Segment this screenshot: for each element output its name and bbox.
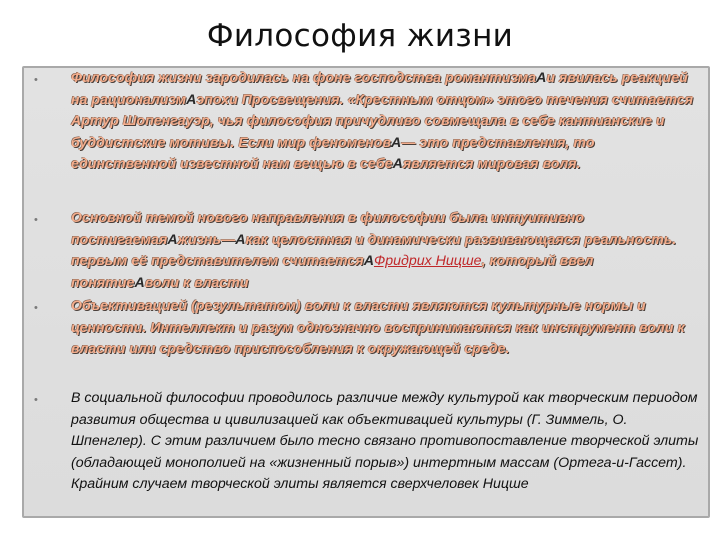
item-text: Объективацией (результатом) воли к власти являются культурные нормы и ценности. Интеллект и разум однозначно воспринимаются как инструмент воли к власти или средство приспособления к окружающей среде. xyxy=(71,298,685,358)
glyph-marker: A xyxy=(134,274,145,291)
person-name: Фридрих Ницше xyxy=(373,253,482,270)
bullet: • xyxy=(34,394,38,406)
glyph-marker: A xyxy=(392,156,403,173)
glyph-marker: A xyxy=(363,253,374,270)
text-segment: как целостная и динамически развивающаяся реальность. первым её представителем считается xyxy=(71,231,677,270)
text-segment: Философия жизни зародилась на фоне господства романтизма xyxy=(71,70,537,86)
text-segment: и явилась реакцией на рационализм xyxy=(71,70,688,108)
text-segment: эпохи Просвещения. «Крестным отцом» этого течения считается Артур Шопенгауэр, чья философия причудливо совмещала в себе кантианские и буддистские мотивы. Если мир феноменов xyxy=(71,91,694,151)
list-item xyxy=(24,388,710,496)
list-item xyxy=(24,208,710,294)
text-segment: Основной темой нового направления в философии была интуитивно постигаемая xyxy=(71,210,585,248)
content-panel xyxy=(22,66,710,518)
item-text xyxy=(71,208,702,294)
bullet: • xyxy=(34,302,38,314)
bullet: • xyxy=(34,74,38,86)
item-text: В социальной философии проводилось различие между культурой как творческим периодом развития общества и цивилизацией как объективацией культуры (Г. Зиммель, О. Шпенглер). С этим различием было тесно связано противопоставление творческой элиты (обладающей монополией на «жизненный порыв») интертным массам (Ортега-и-Гассет). Крайним случаем творческой элиты является сверхчеловек Ницше xyxy=(71,390,699,493)
text-segment: жизнь— xyxy=(177,231,236,248)
glyph-marker: A xyxy=(167,231,178,248)
text-segment: является мировая воля. xyxy=(402,156,581,173)
text-segment: — это представления, то единственной известной нам вещью в себе xyxy=(71,134,595,173)
text-segment: воли к власти xyxy=(144,274,249,291)
list-item xyxy=(24,68,710,176)
text-segment: , который ввел понятие xyxy=(71,253,594,291)
list-item xyxy=(24,296,710,361)
glyph-marker: A xyxy=(391,134,402,151)
glyph-marker: A xyxy=(536,70,547,86)
bullet: • xyxy=(34,214,38,226)
slide-title: Философия жизни xyxy=(206,18,514,54)
item-text xyxy=(71,68,702,176)
glyph-marker: A xyxy=(235,231,246,248)
glyph-marker: A xyxy=(186,91,197,108)
